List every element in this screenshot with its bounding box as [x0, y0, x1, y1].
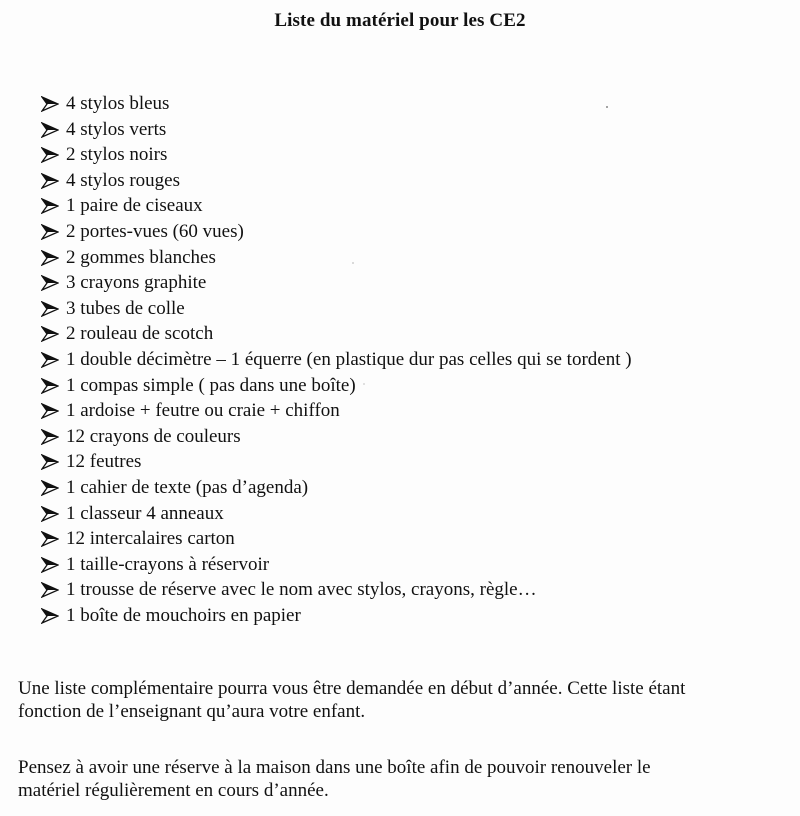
list-item-label: 12 intercalaires carton	[66, 528, 235, 550]
arrowhead-bullet-icon	[40, 142, 66, 168]
list-item	[40, 449, 632, 475]
arrowhead-bullet-icon	[40, 347, 66, 373]
list-item	[40, 424, 632, 450]
list-item-label: 1 double décimètre – 1 équerre (en plastique dur pas celles qui se tordent )	[66, 348, 632, 370]
arrowhead-bullet-icon	[40, 373, 66, 399]
paragraph-line: matériel régulièrement en cours d’année.	[18, 780, 329, 801]
list-item-label: 1 paire de ciseaux	[66, 195, 203, 217]
list-item-label: 4 stylos bleus	[66, 93, 170, 114]
arrowhead-bullet-icon	[40, 91, 66, 117]
list-item	[40, 475, 632, 501]
list-item-label: 4 stylos rouges	[66, 169, 180, 191]
list-item	[40, 321, 632, 347]
arrowhead-bullet-icon	[40, 552, 66, 578]
list-item-label: 4 stylos verts	[66, 118, 167, 140]
list-item	[40, 142, 632, 168]
list-item-label: 1 boîte de mouchoirs en papier	[66, 604, 301, 626]
list-item-label: 1 compas simple ( pas dans une boîte)	[66, 374, 356, 396]
list-item-label: 1 ardoise + feutre ou craie + chiffon	[66, 400, 340, 422]
list-item	[40, 168, 632, 194]
list-item	[40, 398, 632, 424]
paragraph-line: fonction de l’enseignant qu’aura votre enfant.	[18, 701, 366, 722]
list-item	[40, 270, 632, 296]
list-item	[40, 603, 632, 629]
arrowhead-bullet-icon	[40, 193, 66, 219]
list-item	[40, 117, 632, 143]
list-item	[40, 347, 632, 373]
arrowhead-bullet-icon	[40, 603, 66, 629]
arrowhead-bullet-icon	[40, 245, 66, 271]
list-item-label: 12 feutres	[66, 451, 142, 473]
arrowhead-bullet-icon	[40, 321, 66, 347]
arrowhead-bullet-icon	[40, 475, 66, 501]
list-item	[40, 245, 632, 271]
list-item	[40, 193, 632, 219]
list-item-label: 12 crayons de couleurs	[66, 425, 241, 447]
arrowhead-bullet-icon	[40, 526, 66, 552]
list-item	[40, 501, 632, 527]
list-item-label: 2 stylos noirs	[66, 144, 168, 166]
list-item	[40, 219, 632, 245]
scan-speck	[363, 383, 365, 385]
list-item-label: 1 taille-crayons à réservoir	[66, 553, 270, 575]
paragraph-line: Une liste complémentaire pourra vous être demandée en début d’année. Cette liste étant	[18, 678, 686, 699]
arrowhead-bullet-icon	[40, 270, 66, 296]
arrowhead-bullet-icon	[40, 577, 66, 603]
list-item-label: 2 gommes blanches	[66, 246, 216, 268]
arrowhead-bullet-icon	[40, 424, 66, 450]
list-item	[40, 373, 632, 399]
list-item-label: 1 trousse de réserve avec le nom avec stylos, crayons, règle…	[66, 579, 537, 601]
paragraph-complementary-list	[18, 677, 798, 723]
arrowhead-bullet-icon	[40, 449, 66, 475]
list-item-label: 1 cahier de texte (pas d’agenda)	[66, 476, 309, 498]
supply-list	[40, 91, 632, 628]
paragraph-line: Pensez à avoir une réserve à la maison dans une boîte afin de pouvoir renouveler le	[18, 757, 651, 778]
arrowhead-bullet-icon	[40, 501, 66, 527]
arrowhead-bullet-icon	[40, 219, 66, 245]
list-item-label: 3 crayons graphite	[66, 272, 207, 294]
list-item	[40, 577, 632, 603]
list-item-label: 1 classeur 4 anneaux	[66, 502, 224, 524]
list-item	[40, 91, 632, 117]
list-item	[40, 296, 632, 322]
arrowhead-bullet-icon	[40, 117, 66, 143]
arrowhead-bullet-icon	[40, 398, 66, 424]
scan-speck	[352, 262, 354, 264]
list-item-label: 3 tubes de colle	[66, 297, 185, 319]
page-title: Liste du matériel pour les CE2	[274, 10, 526, 31]
list-item	[40, 552, 632, 578]
list-item-label: 2 rouleau de scotch	[66, 323, 214, 345]
list-item	[40, 526, 632, 552]
list-item-label: 2 portes-vues (60 vues)	[66, 220, 244, 242]
arrowhead-bullet-icon	[40, 296, 66, 322]
arrowhead-bullet-icon	[40, 168, 66, 194]
scan-speck	[606, 106, 608, 108]
paragraph-reserve	[18, 756, 798, 802]
